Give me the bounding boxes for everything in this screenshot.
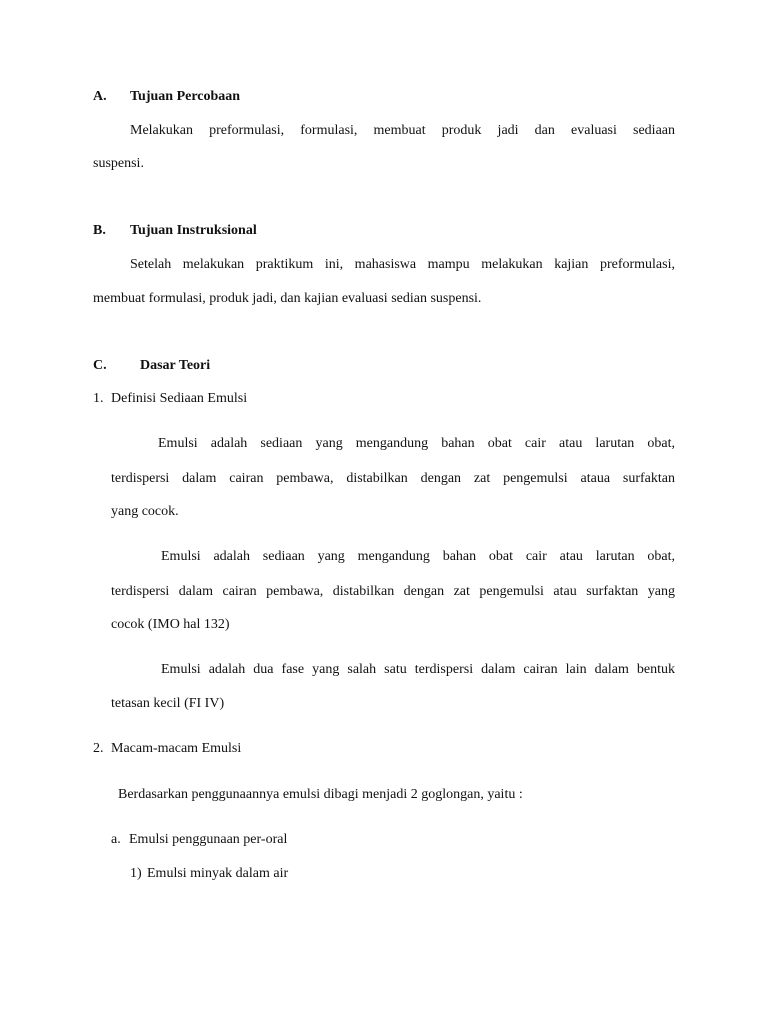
definition-2-line-2: terdispersi dalam cairan pembawa, distabilkan dengan zat pengemulsi atau surfaktan yang xyxy=(111,584,675,599)
definition-2-line-3: cocok (IMO hal 132) xyxy=(111,617,230,632)
section-a-title: Tujuan Percobaan xyxy=(130,89,241,104)
section-c-letter: C. xyxy=(93,358,107,373)
sub-item-a-number: a. xyxy=(111,832,121,847)
list-item-2-number: 2. xyxy=(93,741,104,756)
definition-3-line-2: tetasan kecil (FI IV) xyxy=(111,696,225,711)
classification-intro: Berdasarkan penggunaannya emulsi dibagi menjadi 2 goglongan, yaitu : xyxy=(118,787,523,802)
section-b-title: Tujuan Instruksional xyxy=(130,223,257,238)
section-b-letter: B. xyxy=(93,223,106,238)
sub-item-a-title: Emulsi penggunaan per-oral xyxy=(129,832,288,847)
definition-1-line-2: terdispersi dalam cairan pembawa, distabilkan dengan zat pengemulsi ataua surfaktan xyxy=(111,471,675,486)
definition-3-line-1: Emulsi adalah dua fase yang salah satu terdispersi dalam cairan lain dalam bentuk xyxy=(161,662,675,677)
section-a-paragraph-line-2: suspensi. xyxy=(93,156,144,171)
section-b-paragraph-line-1: Setelah melakukan praktikum ini, mahasiswa mampu melakukan kajian preformulasi, xyxy=(130,257,675,272)
list-item-2-title: Macam-macam Emulsi xyxy=(111,741,242,756)
definition-1-line-1: Emulsi adalah sediaan yang mengandung bahan obat cair atau larutan obat, xyxy=(158,436,675,451)
definition-2-line-1: Emulsi adalah sediaan yang mengandung bahan obat cair atau larutan obat, xyxy=(161,549,675,564)
section-b-paragraph-line-2: membuat formulasi, produk jadi, dan kajian evaluasi sedian suspensi. xyxy=(93,291,482,306)
sub-item-a1-title: Emulsi minyak dalam air xyxy=(147,866,289,881)
definition-1-line-3: yang cocok. xyxy=(111,504,179,519)
section-c-title: Dasar Teori xyxy=(140,358,211,373)
section-a-letter: A. xyxy=(93,89,107,104)
sub-item-a1-number: 1) xyxy=(130,866,142,881)
list-item-1-number: 1. xyxy=(93,391,104,406)
section-a-paragraph-line-1: Melakukan preformulasi, formulasi, membuat produk jadi dan evaluasi sediaan xyxy=(130,123,675,138)
list-item-1-title: Definisi Sediaan Emulsi xyxy=(111,391,248,406)
